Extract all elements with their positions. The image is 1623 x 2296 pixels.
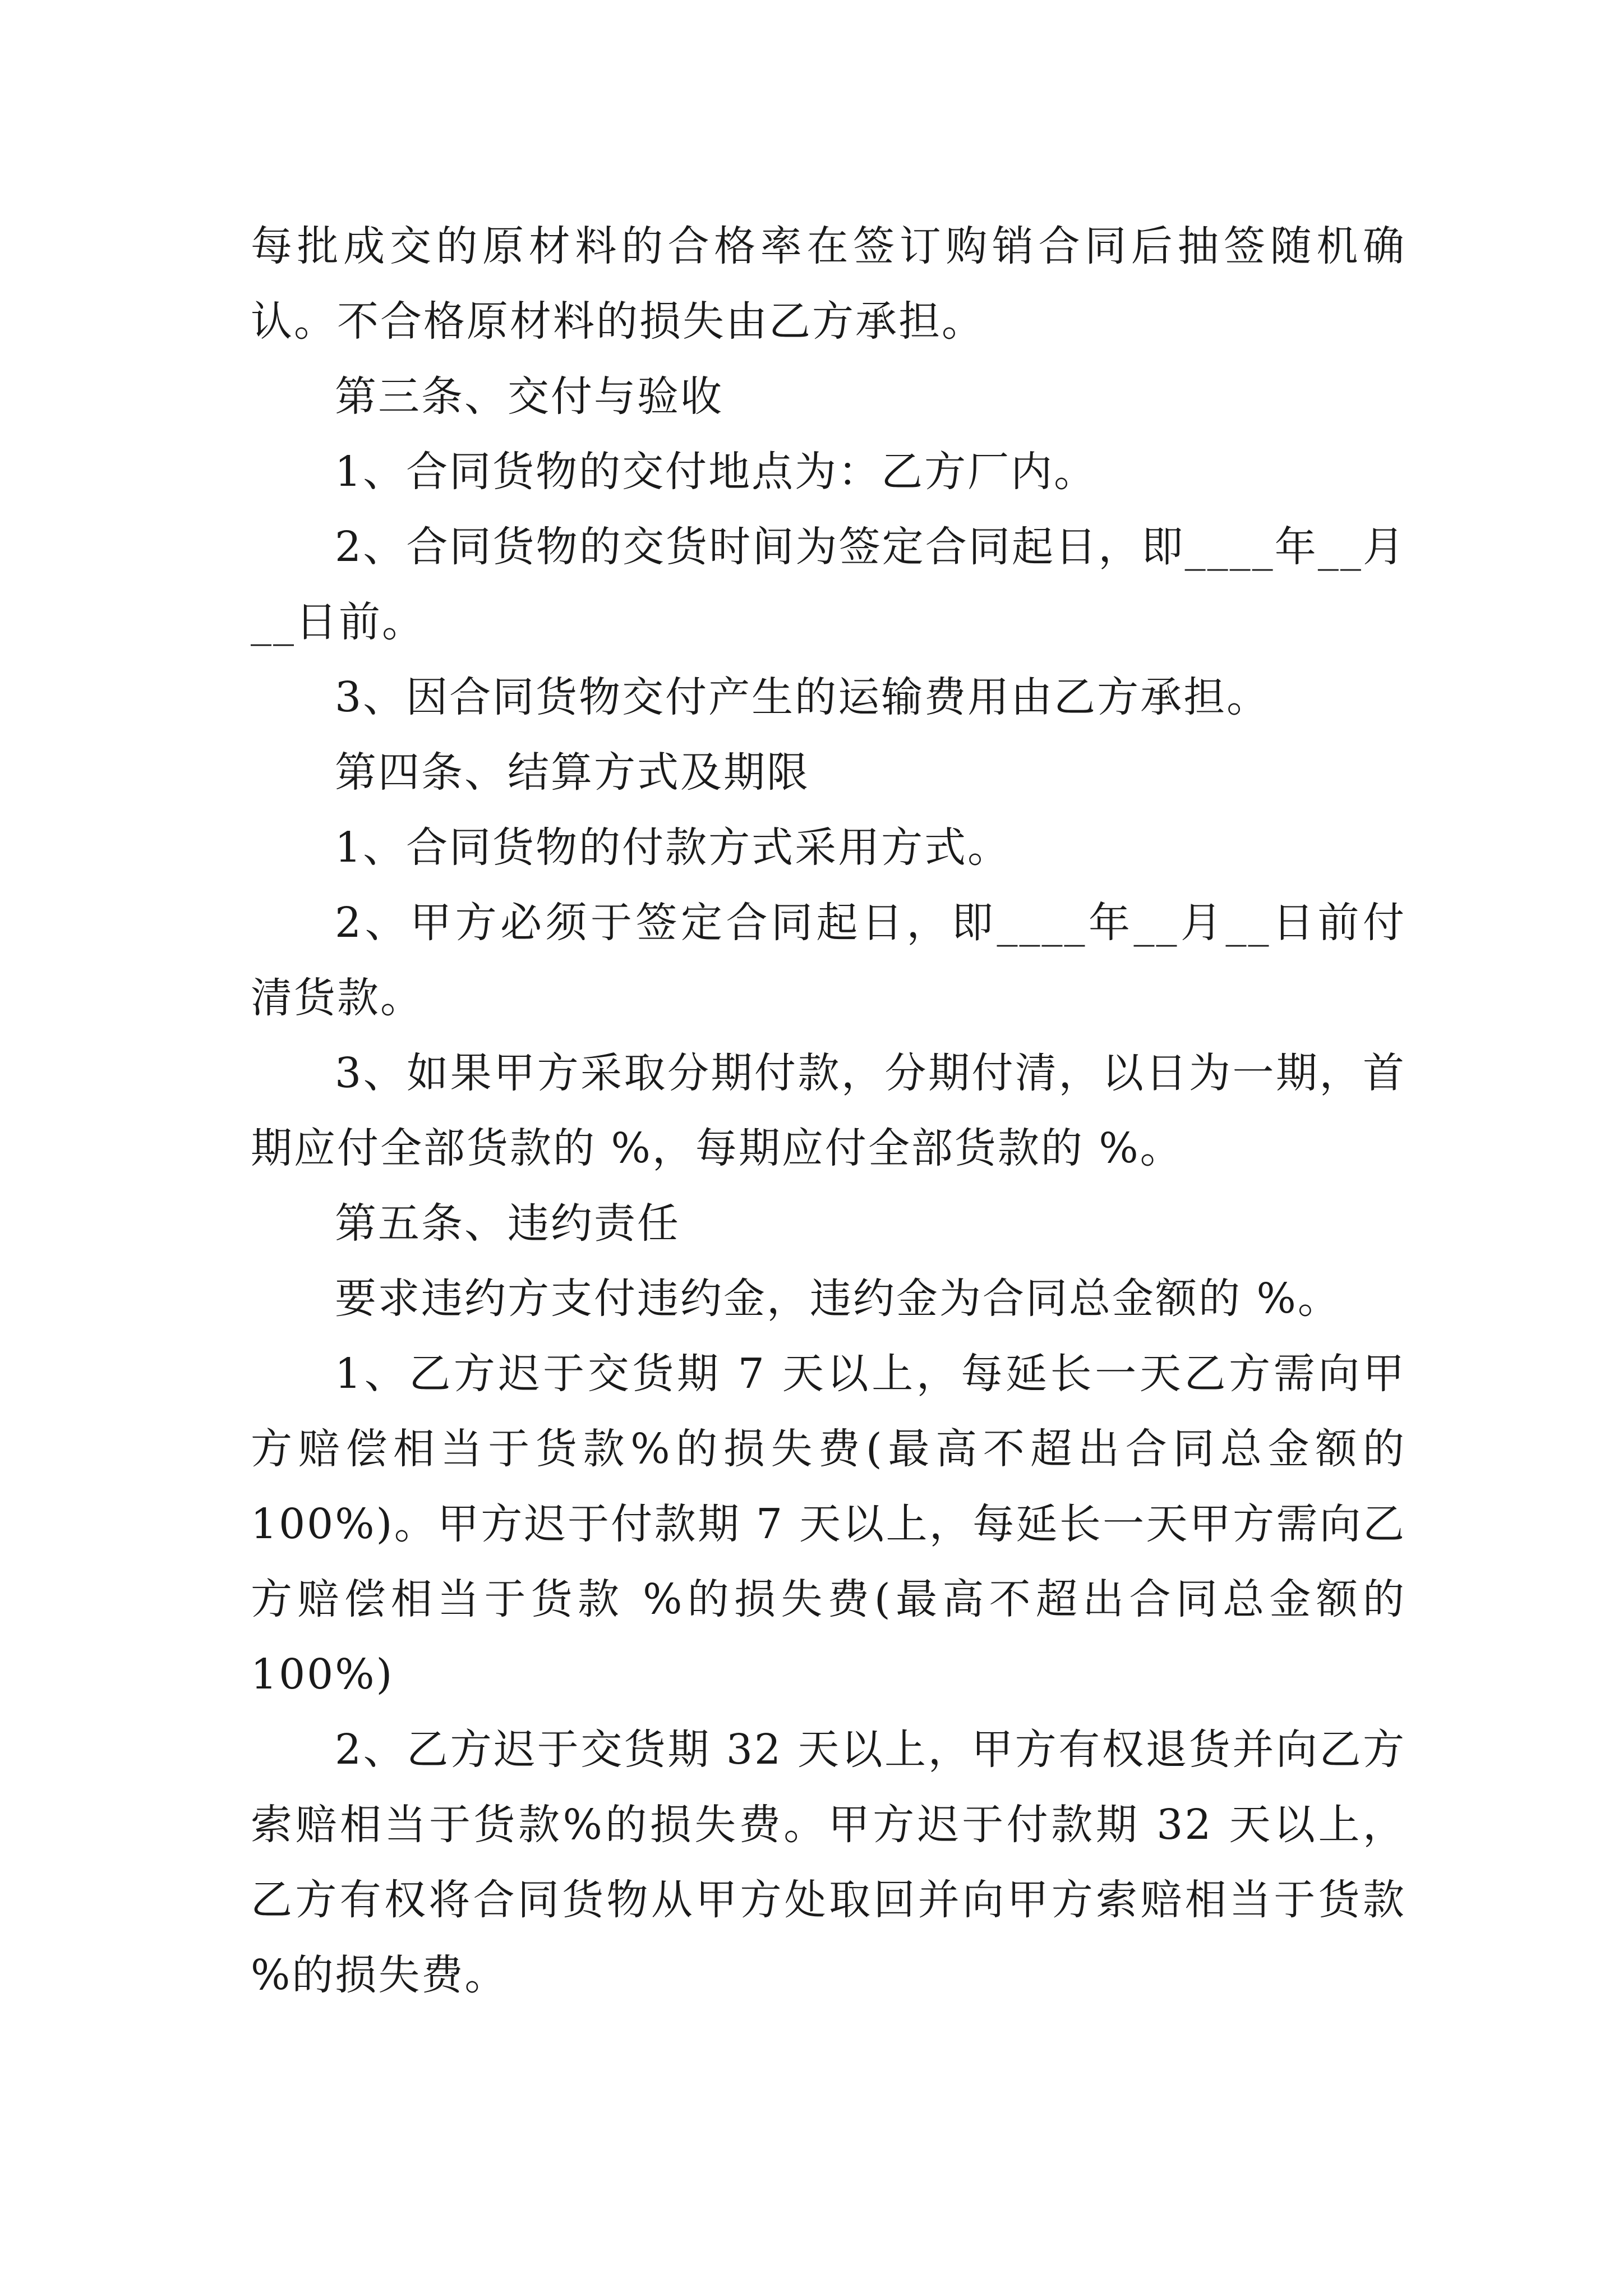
article-4-item-3: 3、如果甲方采取分期付款，分期付清，以日为一期，首期应付全部货款的 %，每期应付全部货款的 %。 xyxy=(251,1049,1406,1172)
article-3-item-2: 2、合同货物的交货时间为签定合同起日，即____年__月__日前。 xyxy=(251,523,1406,646)
article-5-item-1: 1、乙方迟于交货期 7 天以上，每延长一天乙方需向甲方赔偿相当于货款%的损失费(最高不超出合同总金额的 100%)。甲方迟于付款期 7 天以上，每延长一天甲方需向乙方赔偿相当于货款 %的损失费(最高不超出合同总金额的 100%) xyxy=(251,1350,1406,1699)
document-body xyxy=(251,209,1406,2013)
article-3-item-3: 3、因合同货物交付产生的运输费用由乙方承担。 xyxy=(335,673,1270,721)
article-4-item-2: 2、甲方必须于签定合同起日，即____年__月__日前付清货款。 xyxy=(251,899,1406,1022)
heading-article-5: 第五条、违约责任 xyxy=(335,1199,680,1248)
heading-article-4: 第四条、结算方式及期限 xyxy=(335,748,810,797)
article-5-item-2: 2、乙方迟于交货期 32 天以上，甲方有权退货并向乙方索赔相当于货款%的损失费。甲方迟于付款期 32 天以上，乙方有权将合同货物从甲方处取回并向甲方索赔相当于货款 %的损失费。 xyxy=(251,1726,1406,1999)
article-3-item-1: 1、合同货物的交付地点为：乙方厂内。 xyxy=(335,448,1098,496)
article-4-item-1: 1、合同货物的付款方式采用方式。 xyxy=(335,823,1011,872)
article-5-intro: 要求违约方支付违约金，违约金为合同总金额的 %。 xyxy=(335,1274,1341,1323)
paragraph-quality-rate: 每批成交的原材料的合格率在签订购销合同后抽签随机确认。不合格原材料的损失由乙方承担。 xyxy=(251,222,1406,346)
heading-article-3: 第三条、交付与验收 xyxy=(335,372,723,421)
